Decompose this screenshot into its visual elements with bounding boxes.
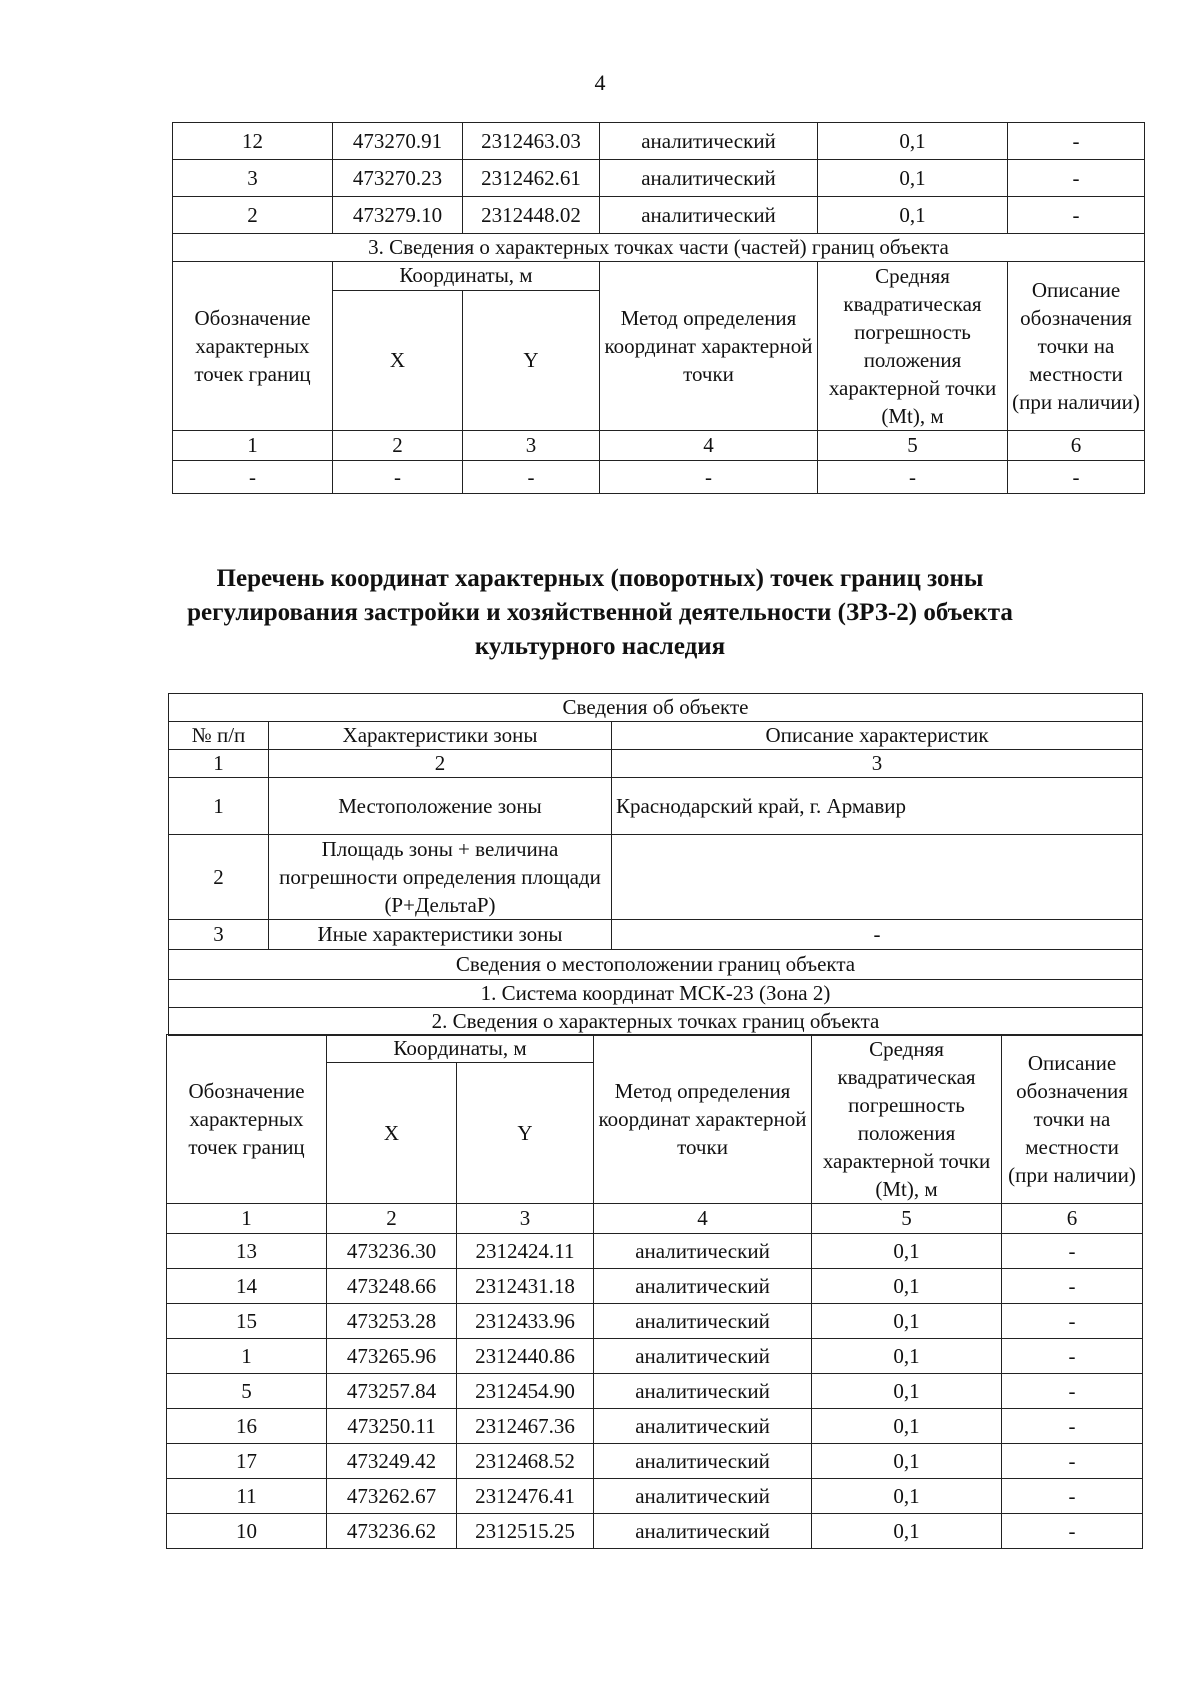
heading-line: культурного наследия xyxy=(474,633,726,660)
table-row xyxy=(167,1234,1143,1269)
table-row xyxy=(167,1269,1143,1304)
coord-y: 2312448.02 xyxy=(463,197,600,234)
method: аналитический xyxy=(594,1444,812,1479)
method: аналитический xyxy=(600,160,818,197)
col-number: 3 xyxy=(612,750,1143,778)
header-x: X xyxy=(333,290,463,430)
coord-y: 2312468.52 xyxy=(457,1444,594,1479)
description: - xyxy=(1002,1444,1143,1479)
point-id: 16 xyxy=(167,1409,327,1444)
header-error: Средняя квадратическая погрешность положения характерной точки (Mt), м xyxy=(812,1035,1002,1204)
zone-info-table xyxy=(168,693,1143,1036)
error: 0,1 xyxy=(812,1339,1002,1374)
description: - xyxy=(1002,1374,1143,1409)
table-row xyxy=(169,920,1143,950)
empty-cell: - xyxy=(173,461,333,494)
table-row xyxy=(169,778,1143,835)
coord-x: 473253.28 xyxy=(327,1304,457,1339)
col-header-characteristics: Характеристики зоны xyxy=(269,722,612,750)
point-id: 2 xyxy=(173,197,333,234)
col-number: 4 xyxy=(600,431,818,461)
coord-y: 2312454.90 xyxy=(457,1374,594,1409)
table-row xyxy=(167,1444,1143,1479)
characteristic-name: Местоположение зоны xyxy=(269,778,612,835)
header-error: Средняя квадратическая погрешность положения характерной точки (Mt), м xyxy=(818,262,1008,431)
heading-line: регулирования застройки и хозяйственной деятельности (ЗРЗ-2) объекта xyxy=(187,599,1013,626)
col-number: 2 xyxy=(327,1204,457,1234)
error: 0,1 xyxy=(812,1269,1002,1304)
coord-y: 2312440.86 xyxy=(457,1339,594,1374)
error: 0,1 xyxy=(812,1304,1002,1339)
characteristic-name: Площадь зоны + величина погрешности определения площади (P+ДельтаP) xyxy=(269,835,612,920)
method: аналитический xyxy=(594,1479,812,1514)
row-num: 2 xyxy=(169,835,269,920)
coord-x: 473236.62 xyxy=(327,1514,457,1549)
column-numbers-row xyxy=(167,1204,1143,1234)
error: 0,1 xyxy=(818,160,1008,197)
coord-x: 473249.42 xyxy=(327,1444,457,1479)
method: аналитический xyxy=(594,1269,812,1304)
row-num: 1 xyxy=(169,778,269,835)
col-header-description: Описание характеристик xyxy=(612,722,1143,750)
header-coords: Координаты, м xyxy=(333,262,600,291)
header-y: Y xyxy=(463,290,600,430)
error: 0,1 xyxy=(812,1234,1002,1269)
table-row xyxy=(167,1409,1143,1444)
method: аналитический xyxy=(600,123,818,160)
zone-table-title: Сведения об объекте xyxy=(169,694,1143,722)
coord-x: 473250.11 xyxy=(327,1409,457,1444)
point-id: 15 xyxy=(167,1304,327,1339)
error: 0,1 xyxy=(812,1444,1002,1479)
col-number: 5 xyxy=(818,431,1008,461)
header-method: Метод определения координат характерной точки xyxy=(594,1035,812,1204)
column-numbers-row xyxy=(169,750,1143,778)
coord-x: 473270.91 xyxy=(333,123,463,160)
heading-line: Перечень координат характерных (поворотных) точек границ зоны xyxy=(216,565,984,592)
empty-cell: - xyxy=(333,461,463,494)
point-id: 14 xyxy=(167,1269,327,1304)
coord-y: 2312476.41 xyxy=(457,1479,594,1514)
point-id: 5 xyxy=(167,1374,327,1409)
description: - xyxy=(1002,1479,1143,1514)
description: - xyxy=(1002,1339,1143,1374)
method: аналитический xyxy=(594,1304,812,1339)
description: - xyxy=(1008,197,1145,234)
empty-cell: - xyxy=(1008,461,1145,494)
coord-x: 473265.96 xyxy=(327,1339,457,1374)
header-designation: Обозначение характерных точек границ xyxy=(173,262,333,431)
method: аналитический xyxy=(594,1374,812,1409)
coord-x: 473257.84 xyxy=(327,1374,457,1409)
coord-x: 473279.10 xyxy=(333,197,463,234)
table-row xyxy=(167,1374,1143,1409)
characteristic-name: Иные характеристики зоны xyxy=(269,920,612,950)
location-title: Сведения о местоположении границ объекта xyxy=(169,950,1143,980)
point-id: 12 xyxy=(173,123,333,160)
error: 0,1 xyxy=(812,1409,1002,1444)
point-id: 10 xyxy=(167,1514,327,1549)
coord-y: 2312433.96 xyxy=(457,1304,594,1339)
error: 0,1 xyxy=(812,1374,1002,1409)
document-heading xyxy=(150,562,1050,664)
col-header-num: № п/п xyxy=(169,722,269,750)
error: 0,1 xyxy=(818,123,1008,160)
coord-y: 2312424.11 xyxy=(457,1234,594,1269)
point-id: 13 xyxy=(167,1234,327,1269)
column-numbers-row xyxy=(173,431,1145,461)
col-number: 3 xyxy=(457,1204,594,1234)
col-number: 1 xyxy=(169,750,269,778)
error: 0,1 xyxy=(812,1514,1002,1549)
description: - xyxy=(1002,1514,1143,1549)
header-x: X xyxy=(327,1063,457,1204)
header-description: Описание обозначения точки на местности (при наличии) xyxy=(1008,262,1145,431)
method: аналитический xyxy=(594,1409,812,1444)
col-number: 3 xyxy=(463,431,600,461)
description: - xyxy=(1008,123,1145,160)
description: - xyxy=(1002,1234,1143,1269)
coord-x: 473236.30 xyxy=(327,1234,457,1269)
table-row xyxy=(167,1304,1143,1339)
description: - xyxy=(1002,1304,1143,1339)
empty-cell: - xyxy=(600,461,818,494)
point-id: 1 xyxy=(167,1339,327,1374)
col-number: 2 xyxy=(333,431,463,461)
col-number: 4 xyxy=(594,1204,812,1234)
description: - xyxy=(1002,1409,1143,1444)
col-number: 1 xyxy=(167,1204,327,1234)
coord-y: 2312463.03 xyxy=(463,123,600,160)
boundary-points-table xyxy=(166,1034,1143,1549)
point-id: 3 xyxy=(173,160,333,197)
header-y: Y xyxy=(457,1063,594,1204)
col-number: 6 xyxy=(1002,1204,1143,1234)
table-row xyxy=(167,1479,1143,1514)
table-row xyxy=(173,197,1145,234)
table-row xyxy=(167,1339,1143,1374)
table-row xyxy=(169,835,1143,920)
coord-x: 473248.66 xyxy=(327,1269,457,1304)
coord-y: 2312515.25 xyxy=(457,1514,594,1549)
header-description: Описание обозначения точки на местности (при наличии) xyxy=(1002,1035,1143,1204)
error: 0,1 xyxy=(812,1479,1002,1514)
coord-y: 2312431.18 xyxy=(457,1269,594,1304)
table-row xyxy=(173,123,1145,160)
point-id: 11 xyxy=(167,1479,327,1514)
col-number: 1 xyxy=(173,431,333,461)
table-row xyxy=(173,461,1145,494)
method: аналитический xyxy=(594,1339,812,1374)
boundary-parts-table xyxy=(172,122,1145,494)
col-number: 2 xyxy=(269,750,612,778)
col-number: 6 xyxy=(1008,431,1145,461)
page-number: 4 xyxy=(594,70,606,95)
error: 0,1 xyxy=(818,197,1008,234)
characteristic-value: Краснодарский край, г. Армавир xyxy=(612,778,1143,835)
method: аналитический xyxy=(594,1234,812,1269)
method: аналитический xyxy=(600,197,818,234)
coord-system: 1. Система координат МСК-23 (Зона 2) xyxy=(169,980,1143,1008)
empty-cell: - xyxy=(463,461,600,494)
section-title: 3. Сведения о характерных точках части (частей) границ объекта xyxy=(173,234,1145,262)
coord-x: 473262.67 xyxy=(327,1479,457,1514)
table-row xyxy=(173,160,1145,197)
point-id: 17 xyxy=(167,1444,327,1479)
points-section-title: 2. Сведения о характерных точках границ объекта xyxy=(169,1008,1143,1036)
row-num: 3 xyxy=(169,920,269,950)
method: аналитический xyxy=(594,1514,812,1549)
coord-x: 473270.23 xyxy=(333,160,463,197)
col-number: 5 xyxy=(812,1204,1002,1234)
description: - xyxy=(1008,160,1145,197)
coord-y: 2312462.61 xyxy=(463,160,600,197)
header-method: Метод определения координат характерной точки xyxy=(600,262,818,431)
empty-cell: - xyxy=(818,461,1008,494)
header-designation: Обозначение характерных точек границ xyxy=(167,1035,327,1204)
coord-y: 2312467.36 xyxy=(457,1409,594,1444)
characteristic-value xyxy=(612,835,1143,920)
characteristic-value: - xyxy=(612,920,1143,950)
description: - xyxy=(1002,1269,1143,1304)
header-coords: Координаты, м xyxy=(327,1035,594,1063)
table-row xyxy=(167,1514,1143,1549)
